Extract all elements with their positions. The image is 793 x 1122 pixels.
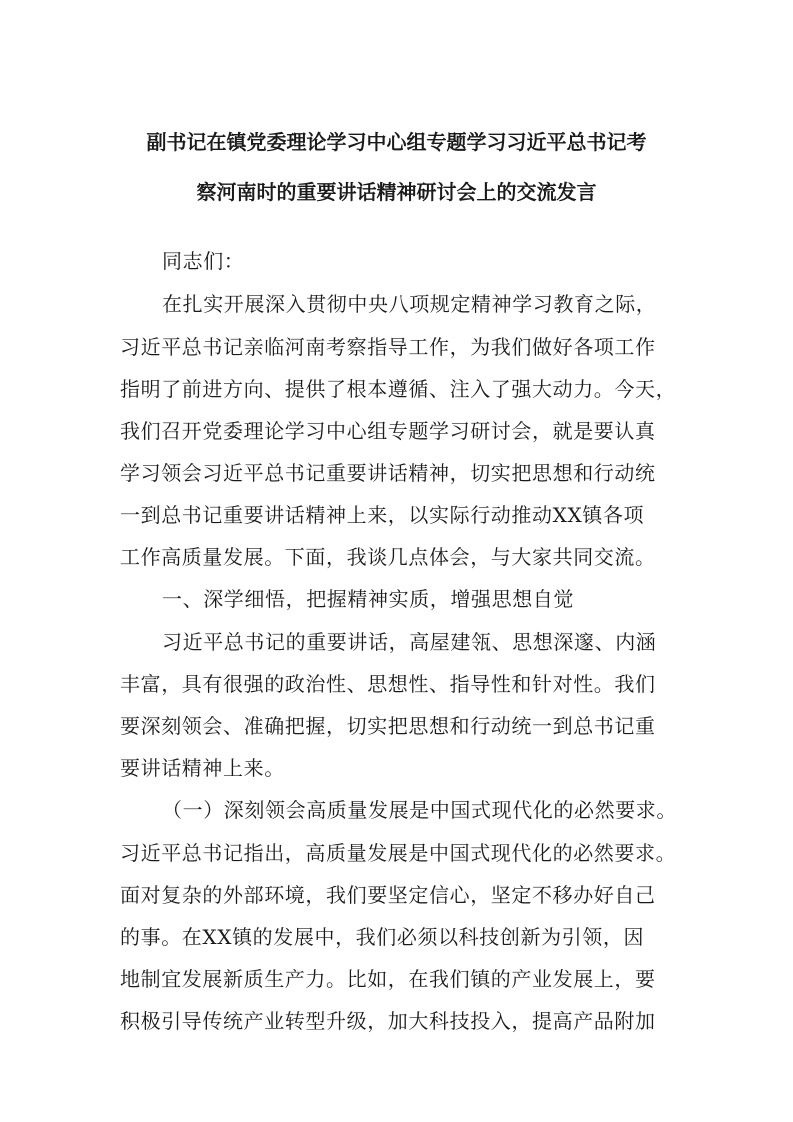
body-line: 面对复杂的外部环境，我们要坚定信心，坚定不移办好自己 — [120, 883, 656, 907]
body-line: 的事。在XX镇的发展中，我们必须以科技创新为引领，因 — [120, 925, 645, 949]
body-line: 指明了前进方向、提供了根本遵循、注入了强大动力。今天， — [120, 377, 677, 401]
body-line: 积极引导传统产业转型升级，加大科技投入，提高产品附加 — [120, 1009, 656, 1033]
body-line: 学习领会习近平总书记重要讲话精神，切实把思想和行动统 — [120, 461, 656, 485]
body-line: 一到总书记重要讲话精神上来，以实际行动推动XX镇各项 — [120, 503, 645, 527]
body-line: 习近平总书记指出，高质量发展是中国式现代化的必然要求。 — [120, 841, 677, 865]
document-title-line-2: 察河南时的重要讲话精神研讨会上的交流发言 — [196, 180, 597, 204]
body-line: 在扎实开展深入贯彻中央八项规定精神学习教育之际， — [162, 292, 657, 316]
salutation: 同志们： — [162, 249, 245, 273]
body-line: 习近平总书记亲临河南考察指导工作，为我们做好各项工作 — [120, 335, 656, 359]
body-line: 习近平总书记的重要讲话，高屋建瓴、思想深邃、内涵 — [162, 630, 657, 654]
body-line: 我们召开党委理论学习中心组专题学习研讨会，就是要认真 — [120, 419, 656, 443]
subsection-heading: （一）深刻领会高质量发展是中国式现代化的必然要求。 — [162, 798, 677, 822]
section-heading: 一、深学细悟，把握精神实质，增强思想自觉 — [162, 587, 574, 611]
document-title-line-1: 副书记在镇党委理论学习中心组专题学习习近平总书记考 — [146, 130, 647, 154]
body-line: 要讲话精神上来。 — [120, 756, 285, 780]
body-line: 地制宜发展新质生产力。比如，在我们镇的产业发展上，要 — [120, 967, 656, 991]
body-line: 工作高质量发展。下面，我谈几点体会，与大家共同交流。 — [120, 545, 656, 569]
body-line: 丰富，具有很强的政治性、思想性、指导性和针对性。我们 — [120, 672, 656, 696]
body-line: 要深刻领会、准确把握，切实把思想和行动统一到总书记重 — [120, 714, 656, 738]
